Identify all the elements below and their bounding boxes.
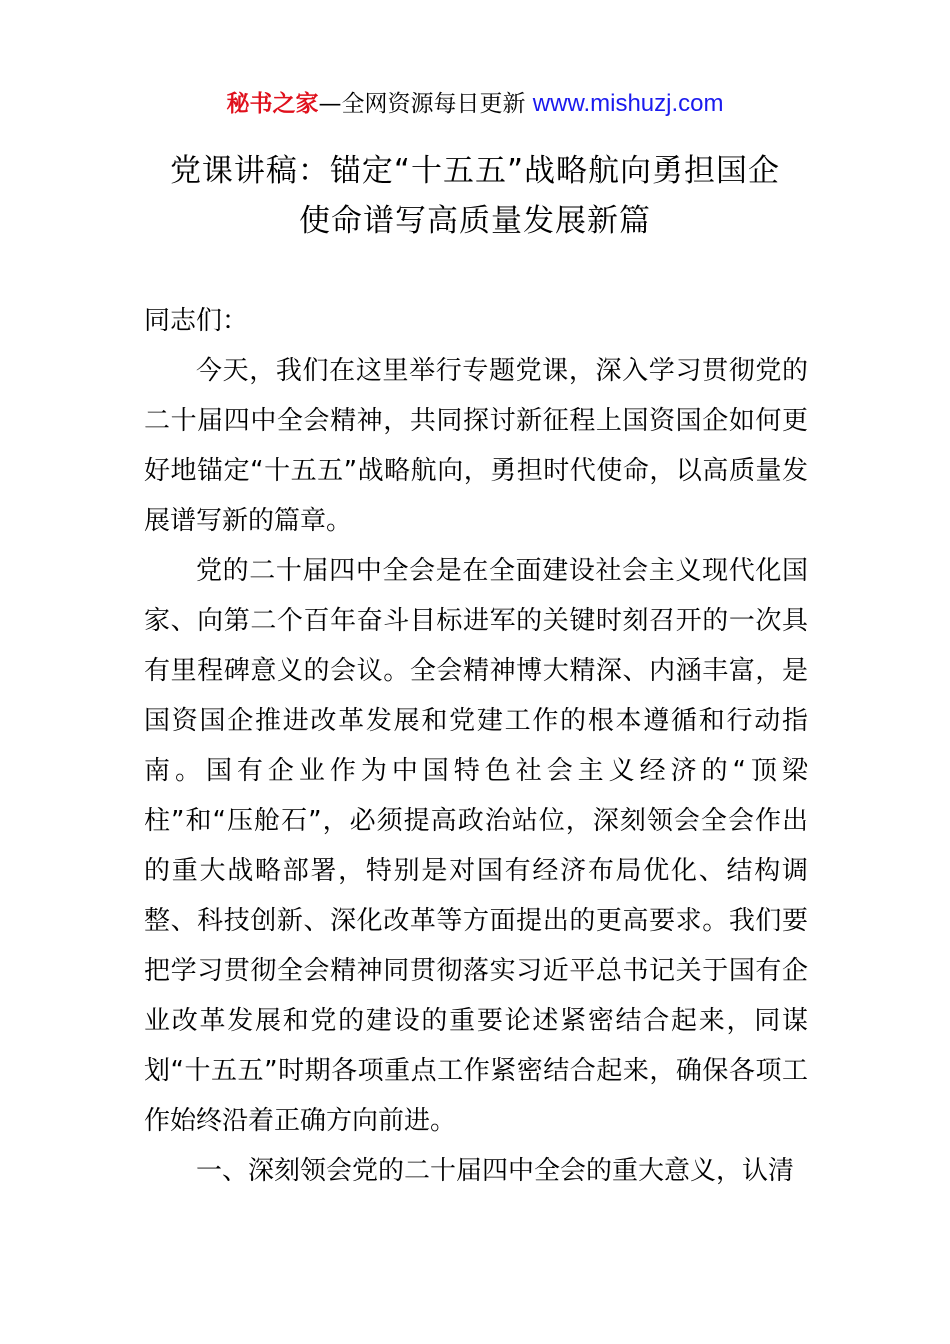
header-slogan: —全网资源每日更新 [318,91,526,117]
section-heading-1: 一、深刻领会党的二十届四中全会的重大意义，认清 [196,1156,795,1186]
paragraph-plenum: 党的二十届四中全会是在全面建设社会主义现代化国家、向第二个百年奋斗目标进军的关键时刻召开的一次具有里程碑意义的会议。全会精神博大精深、内涵丰富，是国资国企推进改革发展和党建工作的根本遵循和行动指南。国有企业作为中国特色社会主义经济的“顶梁柱”和“压舱石”，必须提高政治站位，深刻领会全会作出的重大战略部署，特别是对国有经济布局优化、结构调整、科技创新、深化改革等方面提出的更高要求。我们要把学习贯彻全会精神同贯彻落实习近平总书记关于国有企业改革发展和党的建设的重要论述紧密结合起来，同谋划“十五五”时期各项重点工作紧密结合起来，确保各项工作始终沿着正确方向前进。 [144,556,808,1136]
site-url-link[interactable]: www.mishuzj.com [532,90,724,117]
greeting: 同志们： [144,306,249,336]
brand-name: 秘书之家 [226,91,319,117]
document-title [110,146,840,246]
title-line-1: 党课讲稿：锚定“十五五”战略航向勇担国企 [169,153,781,189]
paragraph-intro: 今天，我们在这里举行专题党课，深入学习贯彻党的二十届四中全会精神，共同探讨新征程上国资国企如何更好地锚定“十五五”战略航向，勇担时代使命，以高质量发展谱写新的篇章。 [144,356,808,536]
site-header [0,86,950,122]
title-line-2: 使命谱写高质量发展新篇 [299,203,651,239]
document-body [144,296,808,1196]
